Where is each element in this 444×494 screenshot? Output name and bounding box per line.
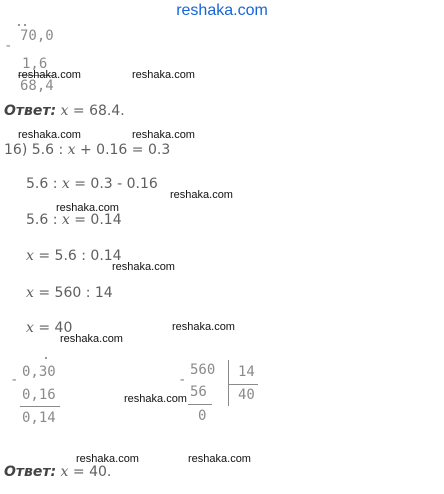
step-left: 5.6 : — [26, 176, 58, 192]
step-4 — [26, 285, 113, 301]
product: 56 — [190, 384, 207, 400]
answer-line-2 — [4, 464, 111, 480]
step-variable: x — [26, 248, 34, 264]
step-right: = 560 : 14 — [38, 285, 113, 301]
problem-variable: x — [67, 142, 76, 158]
problem-right: + 0.16 = 0.3 — [79, 142, 171, 158]
step-variable: x — [26, 285, 34, 301]
problem-16 — [4, 142, 170, 158]
borrow-dot — [45, 357, 47, 359]
watermark: reshaka.com — [76, 453, 139, 465]
minus-sign: - — [10, 372, 19, 388]
product-line — [188, 404, 212, 405]
step-right: = 40 — [38, 320, 73, 336]
watermark: reshaka.com — [56, 202, 119, 214]
answer-label: Ответ: — [4, 103, 57, 119]
answer-label: Ответ: — [4, 464, 57, 480]
subtrahend: 0,16 — [22, 387, 56, 403]
borrow-dot — [24, 24, 26, 26]
quotient-line — [228, 384, 258, 385]
watermark: reshaka.com — [188, 453, 251, 465]
step-variable: x — [61, 212, 70, 228]
subtrahend: 1,6 — [22, 56, 48, 72]
watermark: reshaka.com — [124, 393, 187, 405]
step-2 — [26, 212, 122, 228]
minus-sign: - — [4, 38, 13, 54]
watermark: reshaka.com — [60, 333, 123, 345]
borrow-dot — [18, 24, 20, 26]
minuend: 0,30 — [22, 364, 56, 380]
step-3 — [26, 248, 122, 264]
sum-line — [20, 406, 60, 407]
step-right: = 0.14 — [74, 212, 122, 228]
watermark: reshaka.com — [18, 129, 81, 141]
answer-variable: x — [60, 103, 69, 119]
problem-number: 16) — [4, 142, 28, 158]
result: 68,4 — [20, 78, 54, 94]
watermark: reshaka.com — [18, 69, 81, 81]
site-title[interactable]: reshaka.com — [176, 2, 268, 19]
quotient: 40 — [238, 387, 255, 403]
step-1 — [26, 176, 158, 192]
step-right: = 5.6 : 0.14 — [38, 248, 122, 264]
answer-value: = 40. — [72, 464, 112, 480]
minuend: 70,0 — [20, 28, 54, 44]
divisor: 14 — [238, 364, 255, 380]
watermark: reshaka.com — [112, 261, 175, 273]
watermark: reshaka.com — [132, 129, 195, 141]
division-bar — [228, 360, 229, 406]
watermark: reshaka.com — [170, 189, 233, 201]
step-variable: x — [61, 176, 70, 192]
step-variable: x — [26, 320, 34, 336]
answer-variable: x — [60, 464, 69, 480]
remainder: 0 — [198, 408, 207, 424]
answer-value: = 68.4. — [72, 103, 125, 119]
problem-left: 5.6 : — [31, 142, 64, 158]
watermark: reshaka.com — [172, 321, 235, 333]
dividend: 560 — [190, 362, 216, 378]
step-left: 5.6 : — [26, 212, 58, 228]
answer-line-1 — [4, 103, 125, 119]
step-right: = 0.3 - 0.16 — [74, 176, 158, 192]
result: 0,14 — [22, 410, 56, 426]
minus-sign: - — [178, 372, 187, 388]
watermark: reshaka.com — [132, 69, 195, 81]
